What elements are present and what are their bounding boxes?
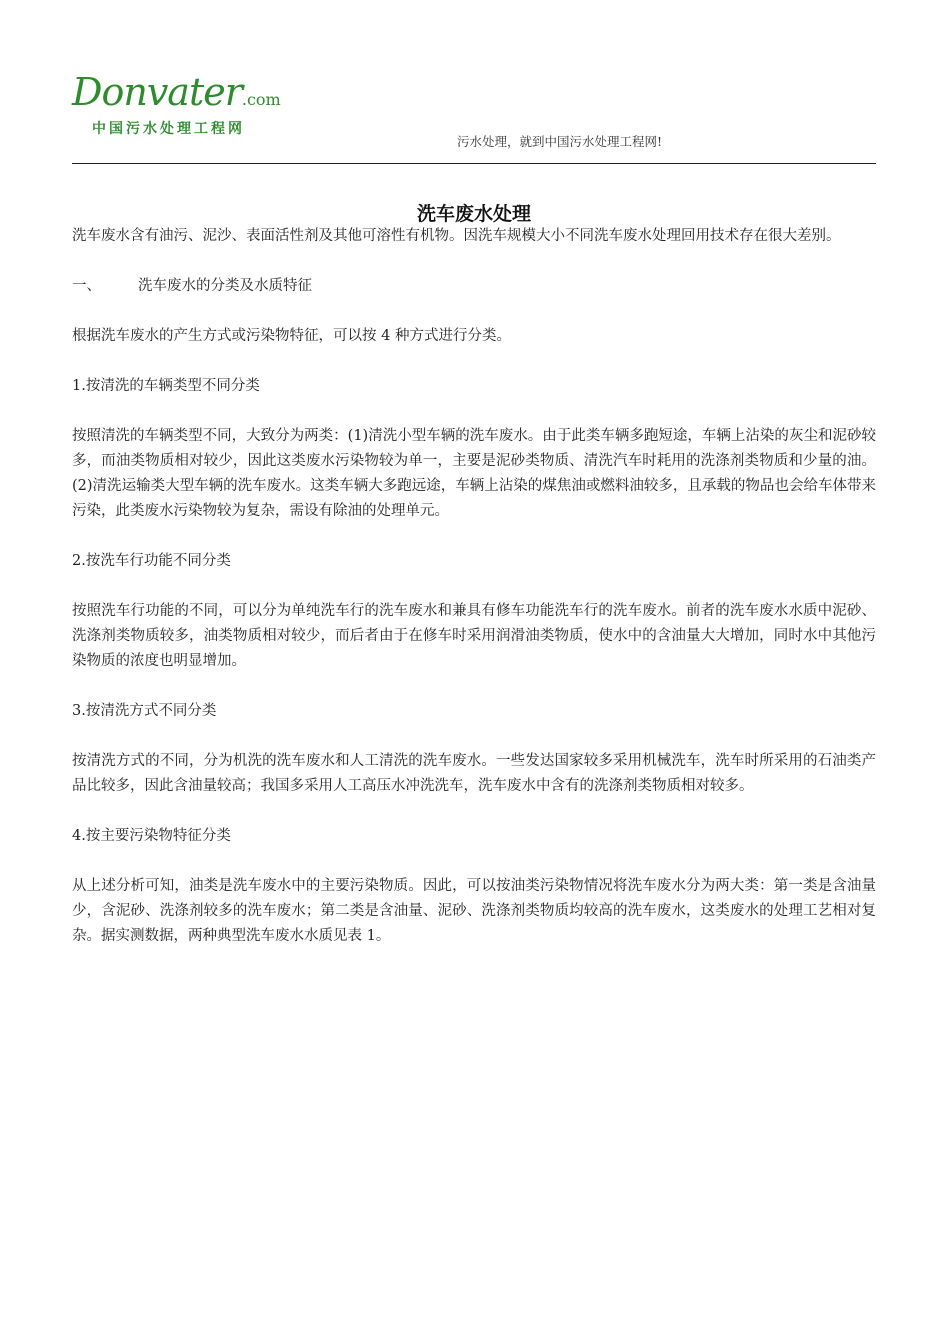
logo-subtitle: 中国污水处理工程网 <box>92 121 245 137</box>
subheading-3: 3.按清洗方式不同分类 <box>72 703 217 719</box>
logo-main-text: Donvater <box>72 70 242 114</box>
section-title: 洗车废水的分类及水质特征 <box>138 278 312 294</box>
document-title: 洗车废水处理 <box>416 203 531 225</box>
subheading-2: 2.按洗车行功能不同分类 <box>72 553 231 569</box>
subheading-4: 4.按主要污染物特征分类 <box>72 828 231 844</box>
section-number: 一、 <box>72 278 101 294</box>
paragraph-shop-function: 按照洗车行功能的不同，可以分为单纯洗车行的洗车废水和兼具有修车功能洗车行的洗车废水。前者的洗车废水水质中泥砂、洗涤剂类物质较多，油类物质相对较少，而后者由于在修车时采用润滑油类物质，使水中的含油量大大增加，同时水中其他污染物质的浓度也明显增加。 <box>72 603 876 669</box>
site-logo[interactable] <box>72 68 282 148</box>
document-body <box>72 224 876 949</box>
intro-paragraph: 洗车废水含有油污、泥沙、表面活性剂及其他可溶性有机物。因洗车规模大小不同洗车废水处理回用技术存在很大差别。 <box>72 228 841 244</box>
logo-suffix: .com <box>241 90 281 109</box>
paragraph-wash-method: 按清洗方式的不同，分为机洗的洗车废水和人工清洗的洗车废水。一些发达国家较多采用机械洗车，洗车时所采用的石油类产品比较多，因此含油量较高；我国多采用人工高压水冲洗洗车，洗车废水中含有的洗涤剂类物质相对较多。 <box>72 753 876 794</box>
page-header <box>72 68 876 164</box>
header-divider <box>72 163 876 164</box>
subheading-1: 1.按清洗的车辆类型不同分类 <box>72 378 260 394</box>
paragraph-pollutant: 从上述分析可知，油类是洗车废水中的主要污染物质。因此，可以按油类污染物情况将洗车废水分为两大类：第一类是含油量少，含泥砂、洗涤剂较多的洗车废水；第二类是含油量、泥砂、洗涤剂类物质均较高的洗车废水，这类废水的处理工艺相对复杂。据实测数据，两种典型洗车废水水质见表 1。 <box>72 878 876 944</box>
header-slogan: 污水处理，就到中国污水处理工程网! <box>457 134 663 149</box>
logo-wordmark <box>72 68 281 124</box>
paragraph-classification: 根据洗车废水的产生方式或污染物特征，可以按 4 种方式进行分类。 <box>72 328 511 344</box>
paragraph-vehicle-type: 按照清洗的车辆类型不同，大致分为两类：(1)清洗小型车辆的洗车废水。由于此类车辆多跑短途，车辆上沾染的灰尘和泥砂较多，而油类物质相对较少，因此这类废水污染物较为单一，主要是泥砂类物质、清洗汽车时耗用的洗涤剂类物质和少量的油。(2)清洗运输类大型车辆的洗车废水。这类车辆大多跑远途，车辆上沾染的煤焦油或燃料油较多，且承载的物品也会给车体带来污染，此类废水污染物较为复杂，需设有除油的处理单元。 <box>72 428 876 519</box>
section-heading <box>72 274 876 299</box>
